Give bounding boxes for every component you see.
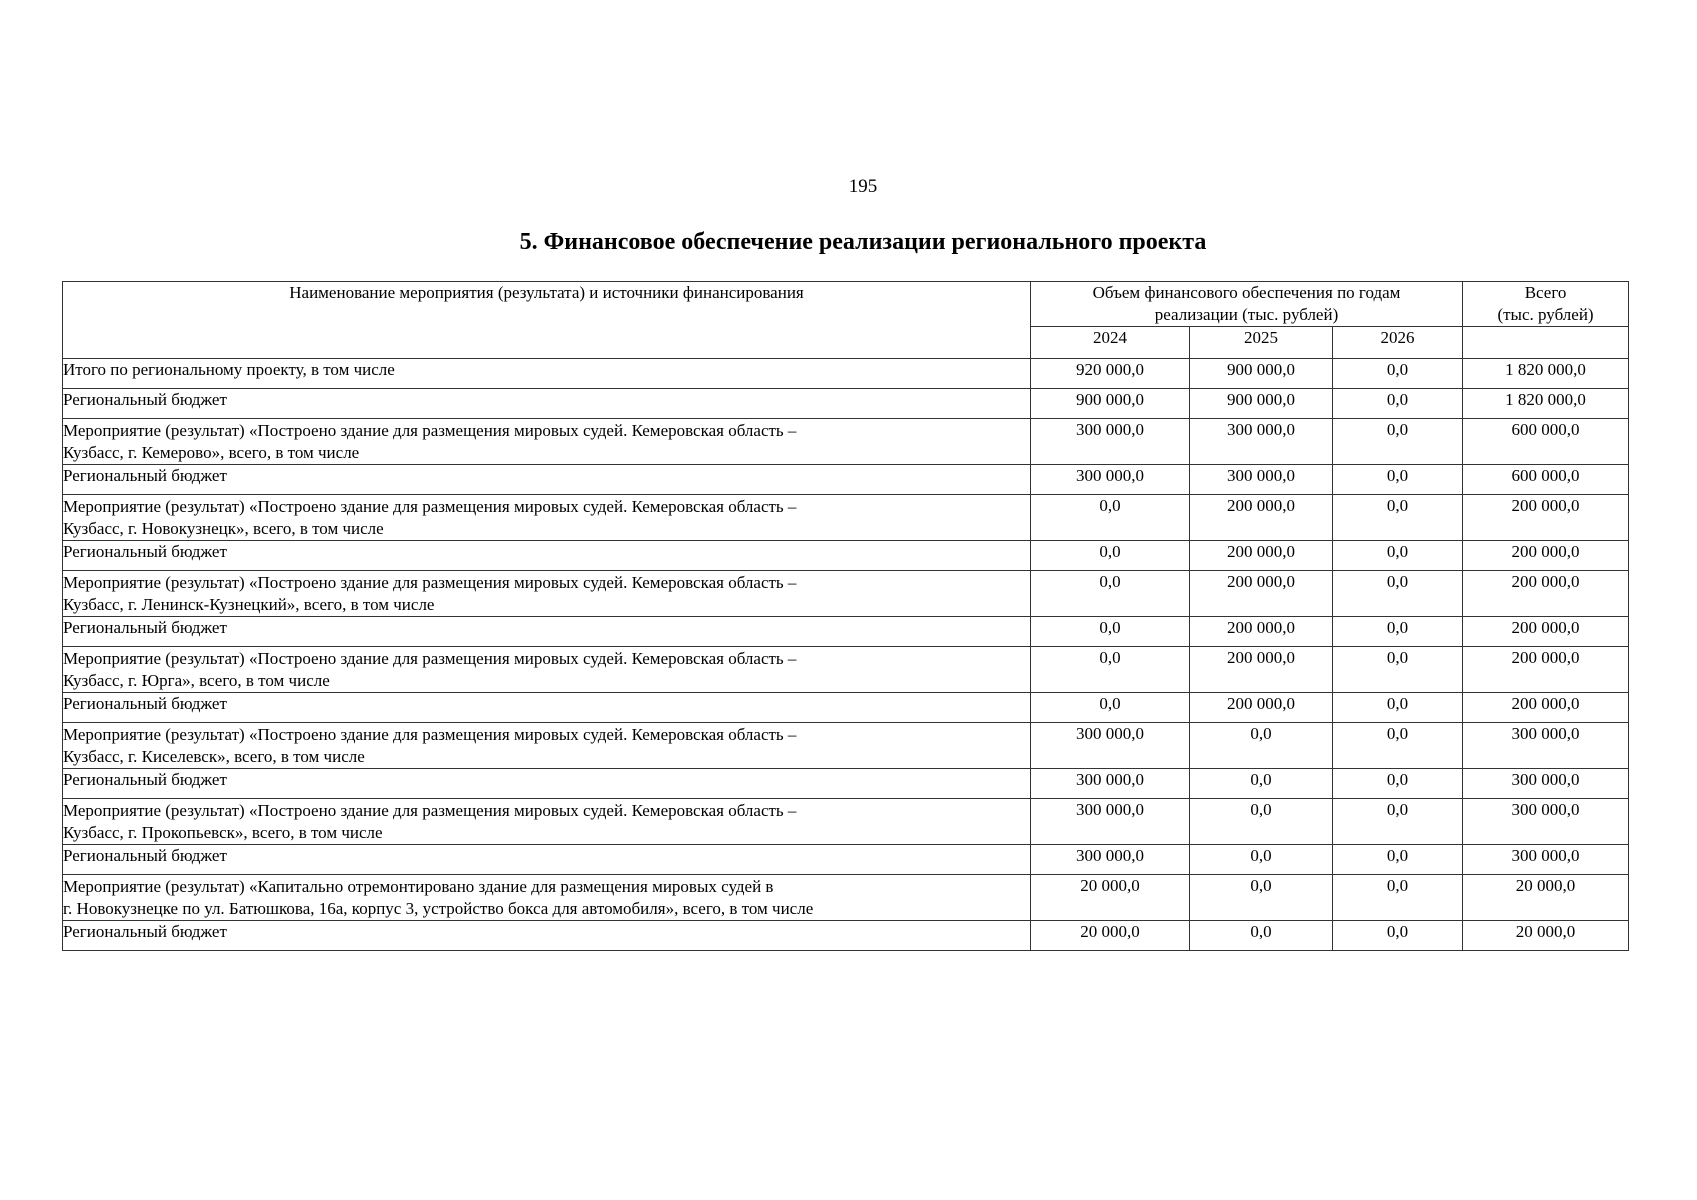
table-row bbox=[63, 647, 1629, 693]
row-value-2025: 300 000,0 bbox=[1190, 465, 1333, 495]
row-value-total: 600 000,0 bbox=[1463, 419, 1629, 465]
row-value-2024: 300 000,0 bbox=[1031, 845, 1190, 875]
row-value-2024: 0,0 bbox=[1031, 541, 1190, 571]
row-value-total: 200 000,0 bbox=[1463, 693, 1629, 723]
table-row bbox=[63, 495, 1629, 541]
row-value-2024: 920 000,0 bbox=[1031, 359, 1190, 389]
row-name-line1: Региональный бюджет bbox=[63, 694, 227, 713]
row-value-total: 20 000,0 bbox=[1463, 875, 1629, 921]
row-value-2025: 200 000,0 bbox=[1190, 647, 1333, 693]
row-value-2026: 0,0 bbox=[1333, 845, 1463, 875]
table-row bbox=[63, 419, 1629, 465]
row-name-line1: Мероприятие (результат) «Построено здание для размещения мировых судей. Кемеровская область – bbox=[63, 801, 797, 820]
row-name-line1: Региональный бюджет bbox=[63, 542, 227, 561]
table-row bbox=[63, 541, 1629, 571]
table-body bbox=[63, 359, 1629, 951]
row-value-2026: 0,0 bbox=[1333, 617, 1463, 647]
row-value-2024: 300 000,0 bbox=[1031, 723, 1190, 769]
financing-table bbox=[62, 281, 1629, 951]
row-activity-name bbox=[63, 723, 1031, 769]
row-activity-name bbox=[63, 359, 1031, 389]
row-value-2025: 900 000,0 bbox=[1190, 359, 1333, 389]
row-value-2025: 900 000,0 bbox=[1190, 389, 1333, 419]
row-name-line1: Мероприятие (результат) «Построено здание для размещения мировых судей. Кемеровская область – bbox=[63, 497, 797, 516]
row-activity-name bbox=[63, 541, 1031, 571]
row-value-total: 300 000,0 bbox=[1463, 799, 1629, 845]
row-activity-name bbox=[63, 693, 1031, 723]
header-total-line2: (тыс. рублей) bbox=[1497, 305, 1594, 324]
row-value-total: 600 000,0 bbox=[1463, 465, 1629, 495]
row-value-2024: 0,0 bbox=[1031, 693, 1190, 723]
row-name-line1: Мероприятие (результат) «Капитально отремонтировано здание для размещения мировых судей в bbox=[63, 877, 774, 896]
row-value-2025: 0,0 bbox=[1190, 921, 1333, 951]
row-value-total: 1 820 000,0 bbox=[1463, 389, 1629, 419]
row-value-2026: 0,0 bbox=[1333, 389, 1463, 419]
row-value-total: 200 000,0 bbox=[1463, 647, 1629, 693]
row-value-2025: 300 000,0 bbox=[1190, 419, 1333, 465]
row-name-line2: Кузбасс, г. Юрга», всего, в том числе bbox=[63, 671, 330, 690]
row-activity-name bbox=[63, 617, 1031, 647]
row-name-line1: Мероприятие (результат) «Построено здание для размещения мировых судей. Кемеровская область – bbox=[63, 421, 797, 440]
row-value-2025: 200 000,0 bbox=[1190, 541, 1333, 571]
row-value-2026: 0,0 bbox=[1333, 647, 1463, 693]
row-name-line1: Региональный бюджет bbox=[63, 922, 227, 941]
header-activity-name: Наименование мероприятия (результата) и источники финансирования bbox=[63, 282, 1031, 359]
row-value-total: 200 000,0 bbox=[1463, 571, 1629, 617]
row-value-2026: 0,0 bbox=[1333, 799, 1463, 845]
row-name-line2: Кузбасс, г. Кемерово», всего, в том числе bbox=[63, 443, 360, 462]
row-name-line1: Мероприятие (результат) «Построено здание для размещения мировых судей. Кемеровская область – bbox=[63, 725, 797, 744]
row-value-total: 1 820 000,0 bbox=[1463, 359, 1629, 389]
row-value-2024: 0,0 bbox=[1031, 571, 1190, 617]
header-total-line1: Всего bbox=[1524, 283, 1567, 302]
table-row bbox=[63, 359, 1629, 389]
header-funding-volume-line2: реализации (тыс. рублей) bbox=[1154, 305, 1339, 324]
row-value-total: 300 000,0 bbox=[1463, 723, 1629, 769]
row-value-2024: 20 000,0 bbox=[1031, 875, 1190, 921]
row-value-2026: 0,0 bbox=[1333, 571, 1463, 617]
section-title: 5. Финансовое обеспечение реализации регионального проекта bbox=[519, 229, 1207, 255]
table-row bbox=[63, 571, 1629, 617]
row-value-total: 200 000,0 bbox=[1463, 495, 1629, 541]
header-funding-volume bbox=[1031, 282, 1463, 327]
row-value-total: 20 000,0 bbox=[1463, 921, 1629, 951]
row-value-2026: 0,0 bbox=[1333, 921, 1463, 951]
row-value-2025: 200 000,0 bbox=[1190, 617, 1333, 647]
row-value-2026: 0,0 bbox=[1333, 541, 1463, 571]
header-funding-volume-line1: Объем финансового обеспечения по годам bbox=[1092, 283, 1401, 302]
row-name-line1: Мероприятие (результат) «Построено здание для размещения мировых судей. Кемеровская область – bbox=[63, 649, 797, 668]
row-name-line2: Кузбасс, г. Ленинск-Кузнецкий», всего, в том числе bbox=[63, 595, 435, 614]
row-value-2025: 0,0 bbox=[1190, 845, 1333, 875]
row-value-2025: 0,0 bbox=[1190, 769, 1333, 799]
row-activity-name bbox=[63, 875, 1031, 921]
header-year-2024: 2024 bbox=[1031, 327, 1190, 359]
row-activity-name bbox=[63, 921, 1031, 951]
row-name-line2: Кузбасс, г. Киселевск», всего, в том числе bbox=[63, 747, 365, 766]
table-row bbox=[63, 769, 1629, 799]
row-name-line2: Кузбасс, г. Прокопьевск», всего, в том числе bbox=[63, 823, 383, 842]
page-number: 195 bbox=[848, 176, 878, 197]
table-row bbox=[63, 921, 1629, 951]
row-activity-name bbox=[63, 465, 1031, 495]
table-row bbox=[63, 693, 1629, 723]
row-value-2025: 0,0 bbox=[1190, 875, 1333, 921]
row-value-total: 200 000,0 bbox=[1463, 617, 1629, 647]
row-name-line1: Региональный бюджет bbox=[63, 466, 227, 485]
row-value-2026: 0,0 bbox=[1333, 465, 1463, 495]
table-row bbox=[63, 845, 1629, 875]
row-activity-name bbox=[63, 799, 1031, 845]
row-name-line1: Итого по региональному проекту, в том числе bbox=[63, 360, 395, 379]
row-name-line1: Региональный бюджет bbox=[63, 390, 227, 409]
row-value-2024: 0,0 bbox=[1031, 495, 1190, 541]
row-activity-name bbox=[63, 495, 1031, 541]
row-value-total: 300 000,0 bbox=[1463, 769, 1629, 799]
header-total bbox=[1463, 282, 1629, 327]
row-value-2026: 0,0 bbox=[1333, 693, 1463, 723]
row-activity-name bbox=[63, 647, 1031, 693]
row-value-2025: 200 000,0 bbox=[1190, 693, 1333, 723]
row-value-total: 200 000,0 bbox=[1463, 541, 1629, 571]
header-year-2026: 2026 bbox=[1333, 327, 1463, 359]
row-value-2025: 0,0 bbox=[1190, 723, 1333, 769]
row-activity-name bbox=[63, 769, 1031, 799]
row-value-2024: 300 000,0 bbox=[1031, 769, 1190, 799]
row-name-line2: г. Новокузнецке по ул. Батюшкова, 16а, корпус 3, устройство бокса для автомобиля», всего, в том числе bbox=[63, 899, 814, 918]
row-value-2026: 0,0 bbox=[1333, 495, 1463, 541]
row-value-2025: 200 000,0 bbox=[1190, 571, 1333, 617]
row-value-2024: 0,0 bbox=[1031, 647, 1190, 693]
row-value-2024: 300 000,0 bbox=[1031, 465, 1190, 495]
row-name-line1: Региональный бюджет bbox=[63, 846, 227, 865]
row-value-2026: 0,0 bbox=[1333, 359, 1463, 389]
row-value-2024: 20 000,0 bbox=[1031, 921, 1190, 951]
row-value-2026: 0,0 bbox=[1333, 769, 1463, 799]
table-row bbox=[63, 723, 1629, 769]
table-row bbox=[63, 617, 1629, 647]
row-activity-name bbox=[63, 845, 1031, 875]
row-value-2026: 0,0 bbox=[1333, 723, 1463, 769]
header-row bbox=[63, 282, 1629, 327]
row-value-2024: 300 000,0 bbox=[1031, 799, 1190, 845]
row-value-2024: 900 000,0 bbox=[1031, 389, 1190, 419]
row-name-line1: Мероприятие (результат) «Построено здание для размещения мировых судей. Кемеровская область – bbox=[63, 573, 797, 592]
row-value-2026: 0,0 bbox=[1333, 419, 1463, 465]
row-value-2026: 0,0 bbox=[1333, 875, 1463, 921]
row-value-total: 300 000,0 bbox=[1463, 845, 1629, 875]
header-total-blank bbox=[1463, 327, 1629, 359]
row-activity-name bbox=[63, 571, 1031, 617]
table-header bbox=[63, 282, 1629, 359]
row-activity-name bbox=[63, 389, 1031, 419]
row-name-line1: Региональный бюджет bbox=[63, 618, 227, 637]
row-name-line2: Кузбасс, г. Новокузнецк», всего, в том числе bbox=[63, 519, 384, 538]
row-value-2024: 0,0 bbox=[1031, 617, 1190, 647]
table-row bbox=[63, 389, 1629, 419]
table-row bbox=[63, 875, 1629, 921]
row-name-line1: Региональный бюджет bbox=[63, 770, 227, 789]
header-year-2025: 2025 bbox=[1190, 327, 1333, 359]
row-value-2025: 200 000,0 bbox=[1190, 495, 1333, 541]
row-value-2025: 0,0 bbox=[1190, 799, 1333, 845]
table-row bbox=[63, 465, 1629, 495]
row-value-2024: 300 000,0 bbox=[1031, 419, 1190, 465]
table-row bbox=[63, 799, 1629, 845]
row-activity-name bbox=[63, 419, 1031, 465]
